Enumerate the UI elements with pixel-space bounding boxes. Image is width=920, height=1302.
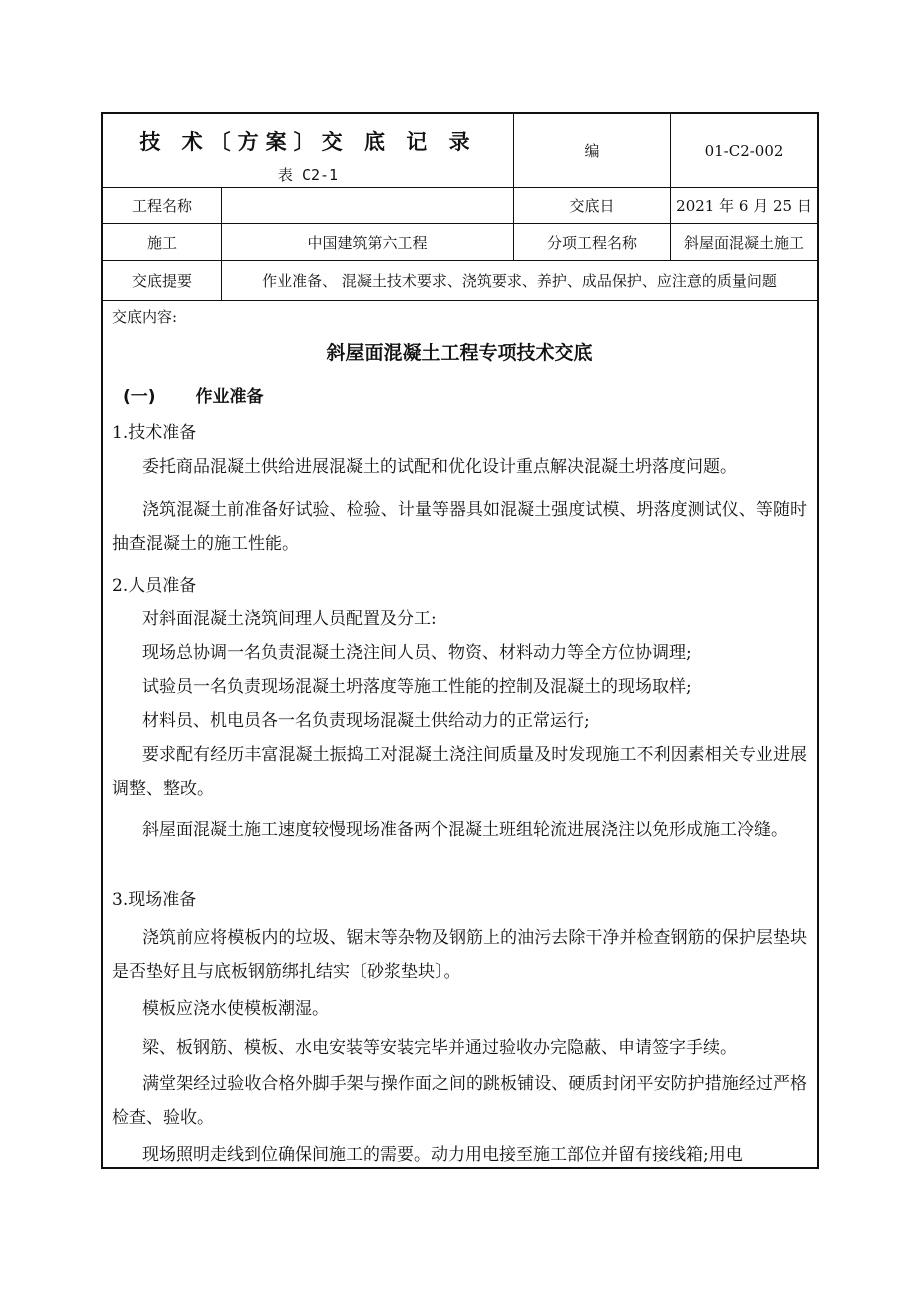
summary-label: 交底提要 xyxy=(131,272,192,290)
summary-value: 作业准备、 混凝土技术要求、浇筑要求、养护、成品保护、应注意的质量问题 xyxy=(262,272,777,290)
constructor-label: 施工 xyxy=(146,233,177,252)
subproject-label: 分项工程名称 xyxy=(546,233,637,252)
content-heading: 斜屋面混凝土工程专项技术交底 xyxy=(326,342,593,364)
date-value: 2021 年 6 月 25 日 xyxy=(676,197,812,215)
paragraph: 对斜面混凝土浇筑间理人员配置及分工: xyxy=(142,609,437,629)
section-heading xyxy=(123,380,807,414)
form-title: 技 术〔方案〕交 底 记 录 xyxy=(139,130,477,154)
paragraph: 现场总协调一名负责混凝土浇注间人员、物资、材料动力等全方位协调理; xyxy=(142,643,692,663)
date-label: 交底日 xyxy=(569,197,615,215)
subsection-title: 1.技术准备 xyxy=(112,423,197,443)
paragraph: 委托商品混凝土供给进展混凝土的试配和优化设计重点解决混凝土坍落度问题。 xyxy=(142,457,737,477)
project-name-label: 工程名称 xyxy=(131,197,192,215)
paragraph: 梁、板钢筋、模板、水电安装等安装完毕并通过验收办完隐蔽、申请签字手续。 xyxy=(142,1038,737,1058)
form-number: 表 C2-1 xyxy=(277,166,339,184)
row-divider xyxy=(103,300,817,301)
paragraph: 满堂架经过验收合格外脚手架与操作面之间的跳板铺设、硬质封闭平安防护措施经过严格检查、验收。 xyxy=(112,1074,807,1128)
subsection-title: 3.现场准备 xyxy=(112,890,197,910)
subproject-value: 斜屋面混凝土施工 xyxy=(683,233,804,252)
paragraph: 要求配有经历丰富混凝土振捣工对混凝土浇注间质量及时发现施工不利因素相关专业进展调整、整改。 xyxy=(112,745,807,799)
paragraph: 浇筑混凝土前准备好试验、检验、计量等器具如混凝土强度试模、坍落度测试仪、等随时抽查混凝土的施工性能。 xyxy=(112,500,807,554)
constructor-value: 中国建筑第六工程 xyxy=(307,233,428,252)
code-label: 编 xyxy=(584,142,600,160)
paragraph: 模板应浇水使模板潮湿。 xyxy=(142,999,329,1019)
paragraph: 浇筑前应将模板内的垃圾、锯末等杂物及钢筋上的油污去除干净并检查钢筋的保护层垫块是否垫好且与底板钢筋绑扎结实〔砂浆垫块〕。 xyxy=(112,928,807,982)
disclosure-content xyxy=(103,304,817,1167)
disclosure-record-table xyxy=(101,112,819,1169)
code-value: 01-C2-002 xyxy=(704,141,784,160)
paragraph: 现场照明走线到位确保间施工的需要。动力用电接至施工部位并留有接线箱;用电 xyxy=(142,1145,743,1165)
paragraph: 试验员一名负责现场混凝土坍落度等施工性能的控制及混凝土的现场取样; xyxy=(142,677,692,697)
section-title: 作业准备 xyxy=(195,387,264,407)
project-name-value xyxy=(222,188,513,223)
content-label: 交底内容: xyxy=(112,308,178,326)
paragraph: 材料员、机电员各一名负责现场混凝土供给动力的正常运行; xyxy=(142,711,590,731)
paragraph: 斜屋面混凝土施工速度较慢现场准备两个混凝土班组轮流进展浇注以免形成施工冷缝。 xyxy=(142,820,788,840)
subsection-title: 2.人员准备 xyxy=(112,576,197,596)
section-number: (一) xyxy=(123,387,156,407)
